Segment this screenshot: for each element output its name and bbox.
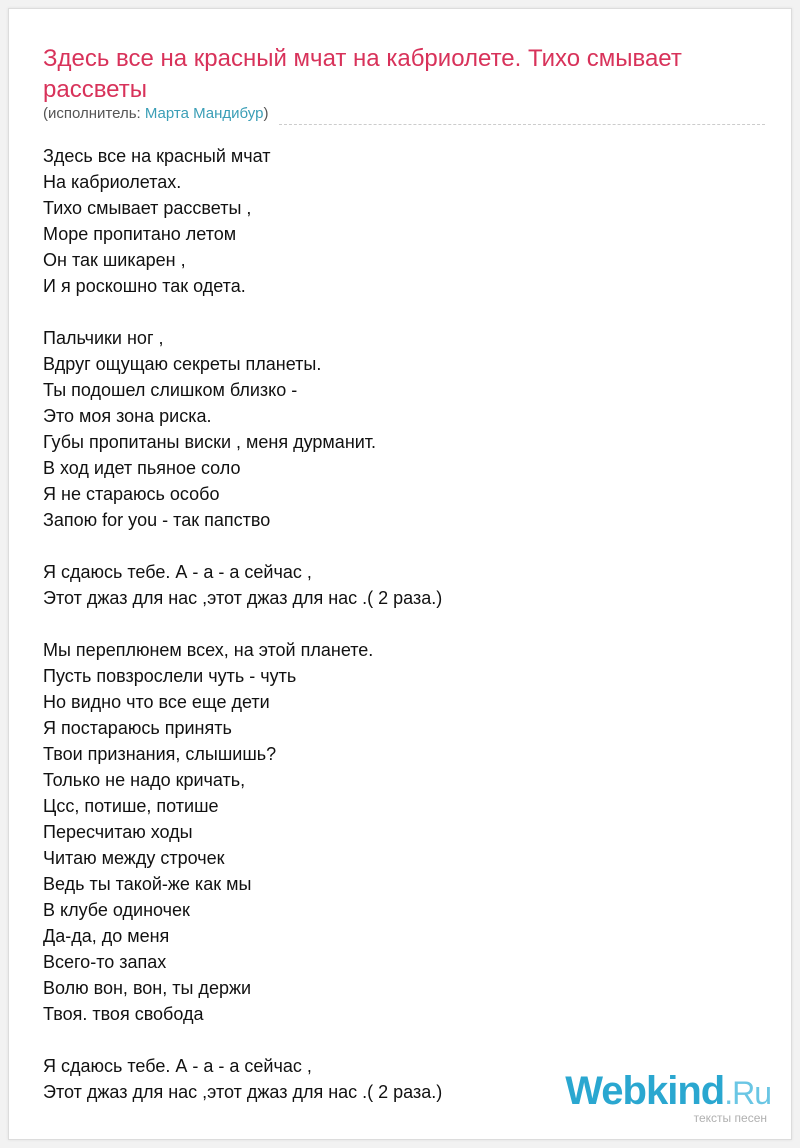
lyric-line: Но видно что все еще дети [43, 692, 270, 712]
lyric-line [43, 533, 743, 559]
lyric-line: На кабриолетах. [43, 172, 182, 192]
logo-subtitle: тексты песен [693, 1111, 767, 1125]
lyric-line [43, 299, 743, 325]
lyric-line: Я сдаюсь тебе. А - а - а сейчас , [43, 1056, 312, 1076]
lyric-line: Мы переплюнем всех, на этой планете. [43, 640, 374, 660]
lyric-line: Запою for you - так папство [43, 510, 271, 530]
lyric-line: Здесь все на красный мчат [43, 146, 271, 166]
artist-suffix: ) [263, 105, 269, 122]
lyric-line: Я не стараюсь особо [43, 484, 220, 504]
artist-link[interactable]: Марта Мандибур [144, 105, 264, 122]
logo-wordmark: Webkind [565, 1069, 725, 1113]
lyric-line: Я сдаюсь тебе. А - а - а сейчас , [43, 562, 312, 582]
lyric-line: Море пропитано летом [43, 224, 237, 244]
lyric-line: В клубе одиночек [43, 900, 190, 920]
artist-line [43, 105, 268, 122]
page-sheet [8, 8, 792, 1140]
lyric-line [43, 1027, 743, 1053]
lyric-line: Губы пропитаны виски , меня дурманит. [43, 432, 377, 452]
lyric-line [43, 611, 743, 637]
lyric-line: Он так шикарен , [43, 250, 186, 270]
lyric-line: Этот джаз для нас ,этот джаз для нас .( 2 раза.) [43, 1082, 443, 1102]
lyric-line: Ведь ты такой-же как мы [43, 874, 252, 894]
lyrics-block [43, 143, 743, 1105]
song-title: Здесь все на красный мчат на кабриолете. Тихо смывает рассветы [43, 45, 682, 103]
lyric-line: Я постараюсь принять [43, 718, 232, 738]
lyric-line: Да-да, до меня [43, 926, 170, 946]
site-logo[interactable] [565, 1071, 771, 1125]
lyric-line: Это моя зона риска. [43, 406, 212, 426]
artist-prefix: (исполнитель: [43, 105, 145, 122]
lyric-line: Этот джаз для нас ,этот джаз для нас .( 2 раза.) [43, 588, 443, 608]
lyric-line: Вдруг ощущаю секреты планеты. [43, 354, 322, 374]
lyric-line: Твои признания, слышишь? [43, 744, 277, 764]
lyric-line: Тихо смывает рассветы , [43, 198, 252, 218]
lyric-line: Твоя. твоя свобода [43, 1004, 204, 1024]
lyric-line: В ход идет пьяное соло [43, 458, 241, 478]
lyric-line: Волю вон, вон, ты держи [43, 978, 252, 998]
lyric-line: Пальчики ног , [43, 328, 164, 348]
logo-tld: .Ru [724, 1075, 771, 1111]
lyric-line: Цсс, потише, потише [43, 796, 219, 816]
lyric-line: Пусть повзрослели чуть - чуть [43, 666, 297, 686]
lyric-line: Ты подошел слишком близко - [43, 380, 298, 400]
lyric-line: Читаю между строчек [43, 848, 225, 868]
lyric-line: И я роскошно так одета. [43, 276, 246, 296]
lyric-line: Только не надо кричать, [43, 770, 246, 790]
lyric-line: Всего-то запах [43, 952, 167, 972]
dashed-divider [279, 124, 765, 125]
lyric-line: Пересчитаю ходы [43, 822, 193, 842]
